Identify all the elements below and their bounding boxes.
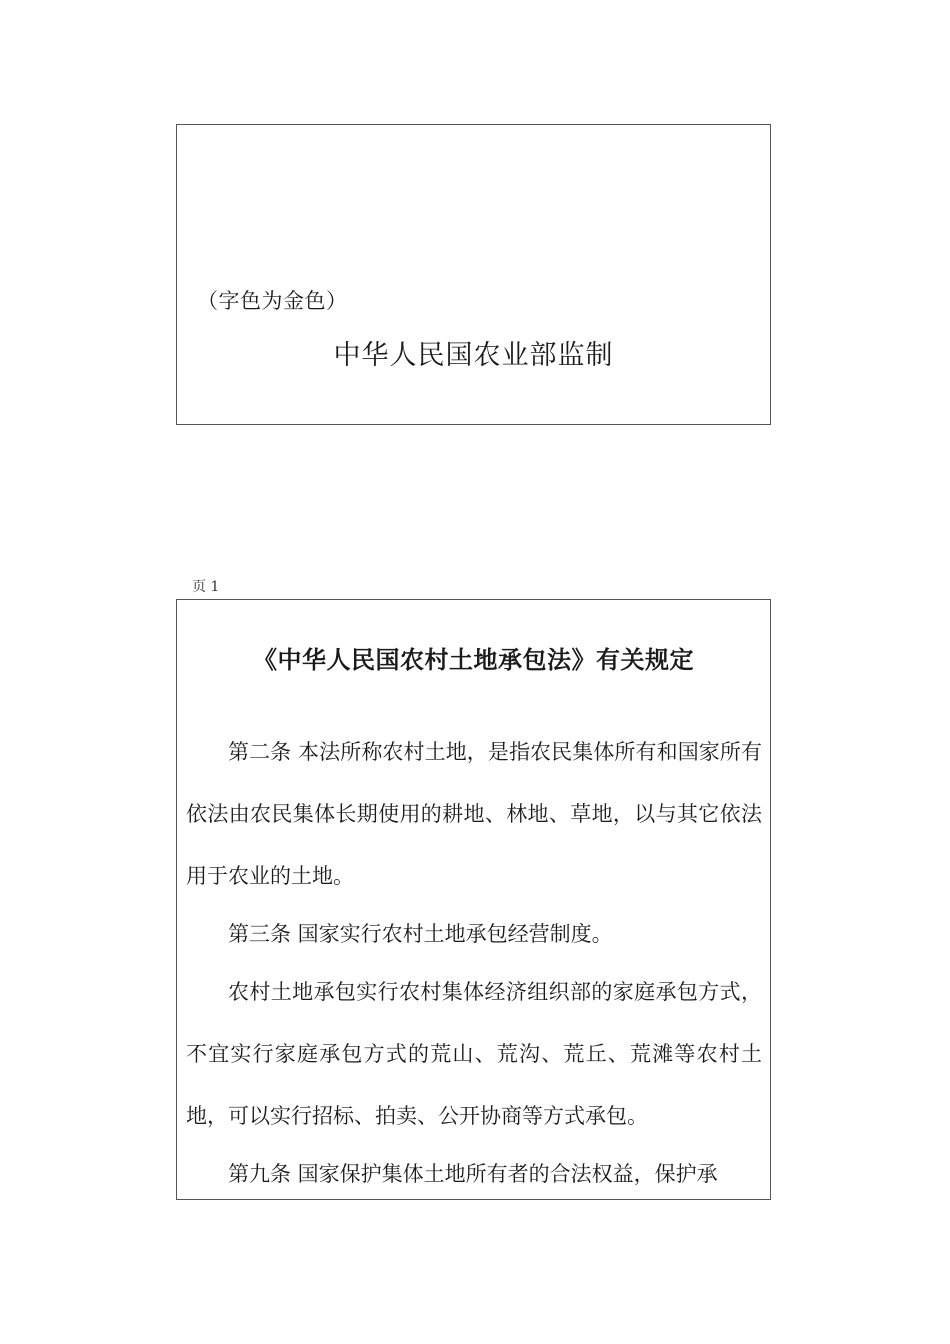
article-3-paragraph: 第三条 国家实行农村土地承包经营制度。 xyxy=(228,922,613,946)
page-number-label: 页 1 xyxy=(192,579,220,595)
cover-color-note: （字色为金色） xyxy=(197,289,348,313)
article-9-paragraph: 第九条 国家保护集体土地所有者的合法权益，保护承 xyxy=(228,1162,718,1186)
cover-issuer-title: 中华人民国农业部监制 xyxy=(333,340,614,371)
law-body xyxy=(186,721,762,1200)
article-3-clause-paragraph: 农村土地承包实行农村集体经济组织部的家庭承包方式，不宜实行家庭承包方式的荒山、荒沟、荒丘、荒滩等农村土地，可以实行招标、拍卖、公开协商等方式承包。 xyxy=(186,980,762,1128)
cover-panel xyxy=(176,124,771,425)
article-2-paragraph: 第二条 本法所称农村土地，是指农民集体所有和国家所有依法由农民集体长期使用的耕地、林地、草地，以与其它依法用于农业的土地。 xyxy=(186,740,762,888)
law-title: 《中华人民国农村土地承包法》有关规定 xyxy=(253,646,694,674)
law-excerpt-panel xyxy=(176,599,771,1200)
